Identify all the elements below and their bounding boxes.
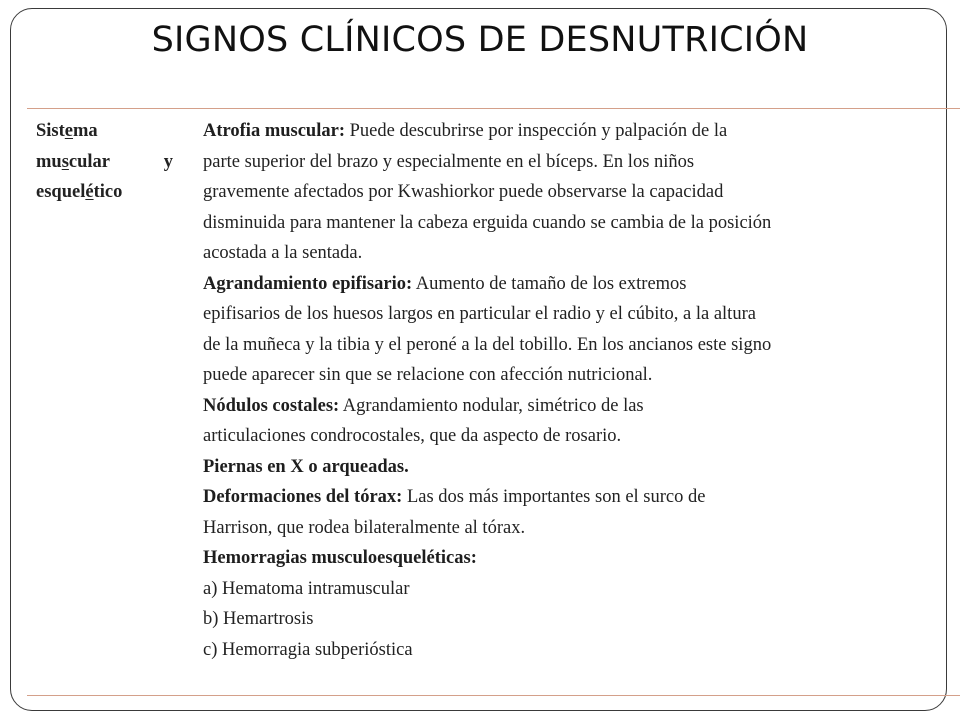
hemorragias-heading: Hemorragias musculoesqueléticas: bbox=[203, 548, 477, 568]
atrofia-line-5: acostada a la sentada. bbox=[203, 243, 363, 263]
hemorragias-item-c: c) Hemorragia subperióstica bbox=[203, 639, 413, 660]
deformaciones-line-1: Deformaciones del tórax: Las dos más importantes son el surco de bbox=[203, 487, 706, 507]
agrandamiento-line-2: epifisarios de los huesos largos en particular el radio y el cúbito, a la altura bbox=[203, 304, 756, 324]
agrandamiento-line-1: Agrandamiento epifisario: Aumento de tamaño de los extremos bbox=[203, 273, 687, 294]
system-label-line-2: muscular y bbox=[36, 151, 173, 172]
nodulos-line-2: articulaciones condrocostales, que da aspecto de rosario. bbox=[203, 426, 622, 446]
nodulos-line-1: Nódulos costales: Agrandamiento nodular, simétrico de las bbox=[203, 395, 644, 416]
deformaciones-line-2: Harrison, que rodea bilateralmente al tórax. bbox=[203, 517, 526, 538]
atrofia-line-1: Atrofia muscular: Puede descubrirse por inspección y palpación de la bbox=[203, 121, 728, 141]
system-label-line-1: Sistema bbox=[36, 121, 98, 141]
agrandamiento-line-3: de la muñeca y la tibia y el peroné a la del tobillo. En los ancianos este signo bbox=[203, 334, 772, 355]
hemorragias-item-a: a) Hematoma intramuscular bbox=[203, 578, 410, 599]
hemorragias-line bbox=[203, 543, 933, 574]
system-label bbox=[36, 116, 176, 208]
system-label-line-3: esquelético bbox=[36, 182, 123, 202]
agrandamiento-heading: Agrandamiento epifisario: bbox=[203, 273, 413, 294]
bottom-divider bbox=[27, 695, 960, 696]
atrofia-line-3: gravemente afectados por Kwashiorkor puede observarse la capacidad bbox=[203, 182, 724, 202]
atrofia-heading: Atrofia muscular: bbox=[203, 121, 345, 141]
atrofia-line-2: parte superior del brazo y especialmente en el bíceps. En los niños bbox=[203, 151, 695, 172]
agrandamiento-line-4: puede aparecer sin que se relacione con afección nutricional. bbox=[203, 365, 653, 385]
top-divider bbox=[27, 108, 960, 109]
hemorragias-item-b: b) Hemartrosis bbox=[203, 609, 314, 629]
piernas-line bbox=[203, 452, 933, 483]
nodulos-heading: Nódulos costales: bbox=[203, 395, 340, 416]
signs-description bbox=[203, 116, 933, 665]
atrofia-line-4: disminuida para mantener la cabeza erguida cuando se cambia de la posición bbox=[203, 212, 772, 233]
slide-title: SIGNOS CLÍNICOS DE DESNUTRICIÓN bbox=[151, 20, 809, 60]
deformaciones-heading: Deformaciones del tórax: bbox=[203, 487, 403, 507]
piernas-heading: Piernas en X o arqueadas. bbox=[203, 456, 409, 477]
